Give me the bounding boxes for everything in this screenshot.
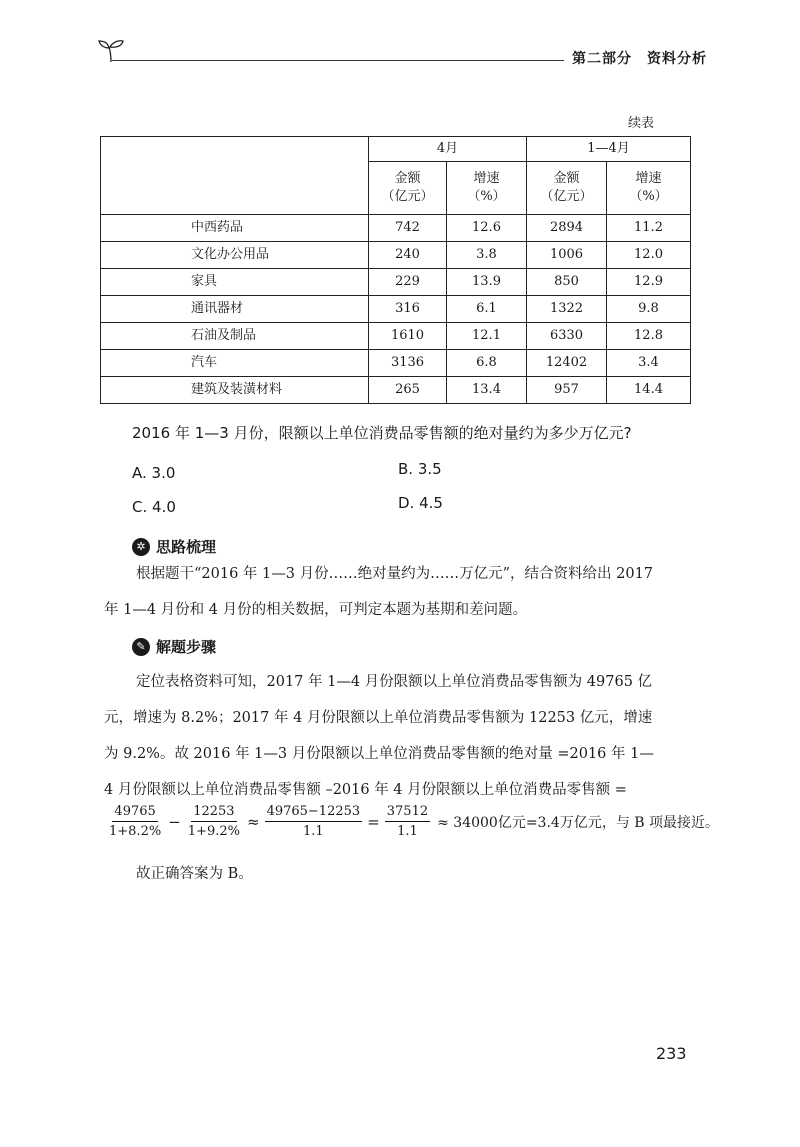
fraction: $\frac{49765}{1+8.2\%}$ <box>109 804 162 839</box>
cell: 13.9 <box>447 269 527 296</box>
analysis-paragraph <box>104 556 694 628</box>
analysis-line: 根据题干“2016 年 1—3 月份……绝对量约为……万亿元”，结合资料给出 2017 <box>136 566 654 582</box>
row-label: 石油及制品 <box>101 323 369 350</box>
conclusion: 故正确答案为 B。 <box>136 866 253 882</box>
continued-label: 续表 <box>628 116 655 131</box>
option-d: D. 4.5 <box>398 494 443 512</box>
table-group-header-row <box>101 137 691 162</box>
subheader-growth: 增速 （%） <box>607 162 691 215</box>
cell: 6330 <box>527 323 607 350</box>
solution-line: 为 9.2%。故 2016 年 1—3 月份限额以上单位消费品零售额的绝对量 =2016 年 1— <box>104 746 654 762</box>
cell: 9.8 <box>607 296 691 323</box>
gear-icon: ✲ <box>132 538 150 556</box>
cell: 2894 <box>527 215 607 242</box>
subheader-amount: 金额 （亿元） <box>527 162 607 215</box>
row-label: 通讯器材 <box>101 296 369 323</box>
cell: 3.8 <box>447 242 527 269</box>
cell: 12.9 <box>607 269 691 296</box>
table-row <box>101 350 691 377</box>
analysis-line: 年 1—4 月份和 4 月份的相关数据，可判定本题为基期和差问题。 <box>104 602 528 618</box>
cell: 240 <box>369 242 447 269</box>
minus-sign: − <box>168 812 181 831</box>
question-text: 2016 年 1—3 月份，限额以上单位消费品零售额的绝对量约为多少万亿元? <box>132 424 632 442</box>
fraction: $\frac{12253}{1+9.2\%}$ <box>187 804 240 839</box>
running-header: 第二部分 资料分析 <box>572 51 707 67</box>
cell: 742 <box>369 215 447 242</box>
cell: 12402 <box>527 350 607 377</box>
cell: 11.2 <box>607 215 691 242</box>
solution-title: 解题步骤 <box>156 638 217 656</box>
table-row <box>101 215 691 242</box>
table-row <box>101 242 691 269</box>
formula-result: ≈ 34000亿元=3.4万亿元，与 B 项最接近。 <box>437 814 720 831</box>
cell: 12.6 <box>447 215 527 242</box>
cell: 12.0 <box>607 242 691 269</box>
fraction: $\frac{37512}{1.1}$ <box>386 804 429 839</box>
cell: 1610 <box>369 323 447 350</box>
cell: 12.1 <box>447 323 527 350</box>
header-rule <box>112 60 564 61</box>
approx-sign: ≈ <box>246 812 260 831</box>
data-table <box>100 136 691 404</box>
cell: 12.8 <box>607 323 691 350</box>
group-header-april: 4月 <box>369 137 527 162</box>
cell: 1322 <box>527 296 607 323</box>
table-row <box>101 377 691 404</box>
solution-line: 元，增速为 8.2%；2017 年 4 月份限额以上单位消费品零售额为 12253 亿元，增速 <box>104 710 653 726</box>
cell: 229 <box>369 269 447 296</box>
cell: 3.4 <box>607 350 691 377</box>
equals-sign: = <box>367 812 380 831</box>
page-number: 233 <box>656 1044 687 1063</box>
table-row <box>101 269 691 296</box>
group-header-jan-apr: 1—4月 <box>527 137 691 162</box>
solution-formula <box>104 804 719 839</box>
subheader-amount: 金额 （亿元） <box>369 162 447 215</box>
table-corner-cell <box>101 137 369 215</box>
solution-line: 定位表格资料可知，2017 年 1—4 月份限额以上单位消费品零售额为 49765 亿 <box>136 674 653 690</box>
cell: 1006 <box>527 242 607 269</box>
row-label: 汽车 <box>101 350 369 377</box>
cell: 850 <box>527 269 607 296</box>
analysis-title: 思路梳理 <box>156 538 217 556</box>
option-a: A. 3.0 <box>132 464 176 482</box>
cell: 957 <box>527 377 607 404</box>
row-label: 家具 <box>101 269 369 296</box>
row-label: 中西药品 <box>101 215 369 242</box>
fraction: $\frac{49765-12253}{1.1}$ <box>266 804 361 839</box>
cell: 316 <box>369 296 447 323</box>
cell: 265 <box>369 377 447 404</box>
analysis-heading <box>132 536 216 557</box>
subheader-growth: 增速 （%） <box>447 162 527 215</box>
option-b: B. 3.5 <box>398 460 442 478</box>
row-label: 建筑及装潢材料 <box>101 377 369 404</box>
table-row <box>101 296 691 323</box>
cell: 6.8 <box>447 350 527 377</box>
cell: 14.4 <box>607 377 691 404</box>
cell: 3136 <box>369 350 447 377</box>
row-label: 文化办公用品 <box>101 242 369 269</box>
pencil-icon: ✎ <box>132 638 150 656</box>
solution-heading <box>132 636 216 657</box>
solution-paragraph <box>104 664 694 808</box>
table-row <box>101 323 691 350</box>
cell: 13.4 <box>447 377 527 404</box>
option-c: C. 4.0 <box>132 498 176 516</box>
solution-line: 4 月份限额以上单位消费品零售额 –2016 年 4 月份限额以上单位消费品零售额 = <box>104 782 627 798</box>
cell: 6.1 <box>447 296 527 323</box>
